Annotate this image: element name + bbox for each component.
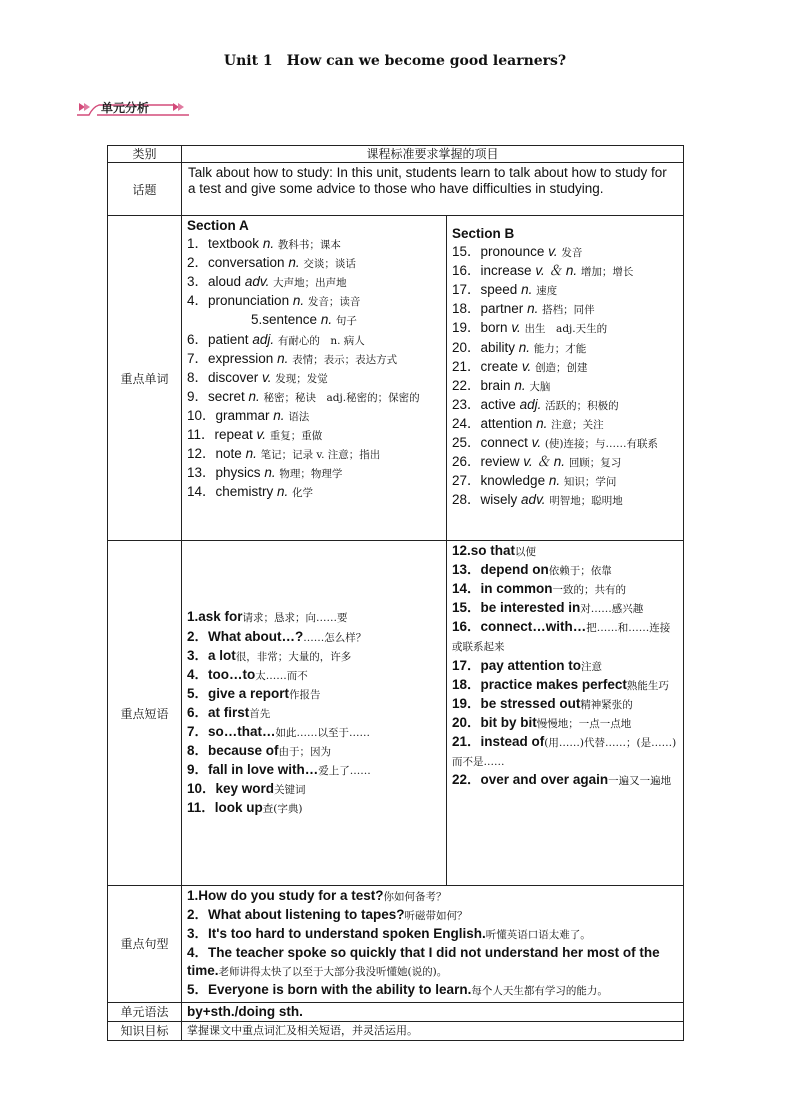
sentence-item [187,906,679,925]
section-b-heading: Section B [452,226,515,241]
word-text: conversation [208,255,289,271]
phrase-item [452,618,679,656]
part-of-speech: adj. [519,396,546,412]
words-row [108,216,684,541]
part-of-speech: n. [245,446,261,462]
item-number: 2． [187,628,209,644]
chinese-translation: 你如何备考？ [383,891,447,903]
chinese-meaning: 速度 [536,285,558,298]
b-word-item [452,243,679,262]
sentence-text: The teacher spoke so quickly that I did not understand her most of the time. [187,945,660,979]
item-number: 17． [452,657,481,673]
chinese-meaning: 注意 [581,660,603,673]
chinese-meaning: (使)连接；与……有联系 [544,438,659,451]
words-label: 重点单词 [108,216,182,541]
item-number: 24． [452,415,481,431]
phrase-text: What about…? [208,628,304,644]
item-number: 13． [452,562,481,578]
word-text: pronounce [480,244,549,260]
phrase-text: over and over again [480,772,609,788]
part-of-speech: n. [292,293,308,309]
phrase-item [452,580,679,599]
grammar-row [108,1002,684,1021]
sentence-text: What about listening to tapes? [208,907,405,923]
chinese-meaning: 明智地；聪明地 [549,495,623,508]
item-number: 12. [452,543,471,558]
a-word-item [187,483,442,502]
chinese-meaning: 增加；增长 [580,266,634,279]
word-text: create [480,358,522,374]
part-of-speech: v. [256,427,270,443]
item-number: 22． [452,772,481,788]
chinese-meaning: 首先 [249,707,271,720]
phrase-item [187,628,442,647]
part-of-speech: v. ＆ n. [535,263,581,279]
item-number: 6． [187,331,209,347]
chinese-translation: 听懂英语口语太难了。 [485,929,591,942]
phrase-item [187,647,442,666]
part-of-speech: n. [277,484,293,500]
chinese-meaning: 回顾；复习 [568,457,622,470]
chinese-meaning: 知识；学问 [563,476,617,489]
chinese-meaning: 发现；发觉 [275,372,328,385]
goal-row [108,1021,684,1040]
phrase-item [187,761,442,780]
chinese-meaning: 出生 adj.天生的 [524,323,608,336]
item-number: 17． [452,282,481,298]
header-category: 类别 [108,146,182,163]
item-number: 13． [187,465,216,481]
phrase-text: be interested in [480,600,581,616]
item-number: 11． [187,427,215,443]
part-of-speech: v. [262,369,276,385]
phrase-text: in common [480,581,553,597]
item-number: 28． [452,492,481,508]
item-number: 15． [452,244,481,260]
goal-text: 掌握课文中重点词汇及相关短语，并灵活运用。 [182,1021,684,1040]
item-number: 23． [452,396,481,412]
phrases-a-list [187,608,442,818]
phrases-right [447,541,684,886]
part-of-speech: v. [521,358,536,374]
words-a-list [187,235,442,502]
item-number: 4． [187,666,209,682]
phrase-item [452,542,679,561]
sentence-text: It's too hard to understand spoken English. [208,926,486,942]
topic-label: 话题 [108,163,182,216]
item-number: 1. [187,888,199,903]
chinese-meaning: 慢慢地；一点一点地 [536,717,632,730]
item-number: 21． [452,733,481,749]
chinese-meaning: 化学 [292,487,314,500]
word-text: review [480,454,524,470]
phrase-item [187,799,442,818]
sentence-text: How do you study for a test? [198,888,384,903]
item-number: 19． [452,320,481,336]
item-number: 5． [187,685,209,701]
part-of-speech: v. [531,435,545,451]
word-text: knowledge [480,473,549,489]
a-word-item [187,311,442,330]
b-word-item [452,415,679,434]
word-text: aloud [208,274,245,290]
sentences-label: 重点句型 [108,886,182,1003]
part-of-speech: n. [288,255,304,271]
b-word-item [452,339,679,358]
item-number: 11． [187,800,215,816]
badge-label: 单元分析 [101,101,150,115]
phrase-text: be stressed out [480,695,581,711]
chinese-meaning: 大声地；出声地 [273,277,347,290]
item-number: 14． [452,581,481,597]
phrase-item [187,723,442,742]
word-text: textbook [208,236,263,252]
word-text: born [480,320,512,336]
phrase-text: key word [215,781,275,797]
item-number: 5． [187,982,209,998]
item-number: 3． [187,926,209,942]
a-word-item [187,235,442,254]
phrase-text: a lot [208,647,236,663]
words-b-list [452,243,679,510]
part-of-speech: n. [548,473,564,489]
chinese-meaning: 大脑 [529,380,551,393]
phrase-item [452,714,679,733]
part-of-speech: v. [548,244,562,260]
item-number: 7． [187,350,209,366]
item-number: 3． [187,274,209,290]
part-of-speech: n. [264,465,280,481]
phrase-item [452,676,679,695]
phrase-text: look up [214,800,263,816]
sentence-item [187,925,679,944]
chinese-meaning: 一致的；共有的 [552,584,627,597]
chinese-meaning: 把……和……连接或联系起来 [452,622,671,654]
chinese-translation: 听磁带如何？ [404,910,468,923]
b-word-item [452,281,679,300]
section-a-heading: Section A [187,218,249,233]
word-text: discover [208,369,263,385]
chinese-meaning: 请求；恳求；向……要 [242,612,348,625]
chinese-meaning: 创造；创建 [535,361,588,374]
goal-label: 知识目标 [108,1021,182,1040]
chinese-meaning: 熟能生巧 [626,679,669,692]
word-text: grammar [215,407,274,423]
b-word-item [452,396,679,415]
item-number: 3． [187,647,209,663]
word-text: speed [480,282,522,298]
word-text: chemistry [215,484,278,500]
chinese-meaning: 教科书；课本 [277,239,341,252]
part-of-speech: n. [536,415,552,431]
part-of-speech: n. [262,236,278,252]
words-section-b [447,216,684,541]
header-items: 课程标准要求掌握的项目 [182,146,684,163]
part-of-speech: n. [277,350,293,366]
chinese-meaning: 搭档；同伴 [542,304,595,317]
part-of-speech: adv. [244,274,274,290]
unit-analysis-table [107,145,684,1041]
item-number: 20． [452,714,481,730]
chinese-meaning: 一遍又一遍地 [608,775,672,788]
part-of-speech: n. [518,339,534,355]
phrase-item [452,771,679,790]
chinese-meaning: 语法 [288,410,310,423]
chinese-meaning: 交谈；谈话 [303,258,356,271]
phrases-label: 重点短语 [108,541,182,886]
words-section-a [182,216,447,541]
b-word-item [452,377,679,396]
word-text: active [480,396,520,412]
item-number: 27． [452,473,481,489]
chinese-meaning: 重复；重做 [269,430,323,443]
a-word-item [187,426,442,445]
phrase-item [452,695,679,714]
b-word-item [452,300,679,319]
part-of-speech: n. [320,312,336,328]
chinese-meaning: 有耐心的 n. 病人 [277,334,365,347]
item-number: 22． [452,377,481,393]
phrases-b-list [452,542,679,790]
a-word-item [187,292,442,311]
topic-text: Talk about how to study: In this unit, students learn to talk about how to study for a test and give some advice to those who have difficulties in studying. [182,163,684,216]
item-number: 4． [187,945,209,961]
b-word-item [452,491,679,510]
word-text: brain [480,377,515,393]
chinese-meaning: 能力；才能 [533,342,587,355]
sentence-item [187,981,679,1000]
sentence-item [187,887,679,906]
chinese-meaning: 句子 [335,315,357,328]
phrase-item [187,608,442,627]
b-word-item [452,319,679,338]
a-word-item [187,331,442,350]
chinese-meaning: 关键词 [274,784,306,797]
phrase-text: at first [208,704,250,720]
item-number: 10． [187,407,216,423]
chinese-meaning: 以便 [515,546,537,558]
phrase-text: instead of [480,733,545,749]
part-of-speech: n. [527,301,543,317]
phrase-item [187,685,442,704]
phrase-text: too…to [208,666,256,682]
a-word-item [187,388,442,407]
chinese-meaning: 注意；关注 [551,418,604,431]
page-title: Unit 1 How can we become good learners? [223,53,567,69]
item-number: 26． [452,454,481,470]
topic-row [108,163,684,216]
item-number: 2． [187,255,209,271]
chinese-meaning: 发音 [561,247,583,260]
section-badge [75,97,191,117]
phrase-text: bit by bit [480,714,537,730]
word-text: secret [208,388,249,404]
part-of-speech: n. [248,388,264,404]
a-word-item [187,273,442,292]
phrase-text: connect…with… [480,619,587,635]
part-of-speech: v. [511,320,525,336]
phrase-item [452,599,679,618]
b-word-item [452,262,679,281]
item-number: 14． [187,484,216,500]
phrase-text: so that [470,543,516,558]
sentences-list [187,887,679,1001]
chinese-meaning: 依赖于；依靠 [548,565,612,578]
word-text: note [215,446,246,462]
chinese-meaning: 物理；物理学 [279,468,343,481]
phrase-item [187,780,442,799]
chinese-meaning: 对……感兴趣 [580,603,644,616]
phrase-text: because of [208,743,279,759]
phrase-text: so…that… [208,724,276,740]
item-number: 9． [187,762,209,778]
phrase-text: practice makes perfect [480,676,627,692]
phrase-item [452,733,679,771]
word-text: increase [480,263,536,279]
a-word-item [187,445,442,464]
part-of-speech: adv. [521,492,550,508]
sentences-row [108,886,684,1003]
a-word-item [187,254,442,273]
header-row [108,146,684,163]
chinese-translation: 老师讲得太快了以至于大部分我没听懂她(说的)。 [218,966,448,979]
a-word-item [187,350,442,369]
phrase-item [187,742,442,761]
chinese-meaning: 很，非常；大量的，许多 [235,650,352,663]
phrase-item [452,561,679,580]
part-of-speech: n. [514,377,530,393]
chinese-meaning: 活跃的；积极的 [545,399,619,412]
phrases-row [108,541,684,886]
chinese-meaning: 精神紧张的 [580,698,633,711]
word-text: patient [208,331,253,347]
chinese-translation: 每个人天生都有学习的能力。 [471,985,608,998]
b-word-item [452,358,679,377]
item-number: 18． [452,301,481,317]
chinese-meaning: (用……)代替……；(是……)而不是…… [452,736,677,769]
phrases-left [182,541,447,886]
item-number: 25． [452,435,481,451]
grammar-text: by+sth./doing sth. [182,1002,684,1021]
phrase-text: pay attention to [480,657,582,673]
word-text: ability [480,339,519,355]
word-text: physics [215,465,265,481]
word-text: expression [208,350,278,366]
item-number: 21． [452,358,481,374]
item-number: 16． [452,619,481,635]
part-of-speech: v. ＆ n. [523,454,569,470]
word-text: partner [480,301,528,317]
part-of-speech: n. [521,282,537,298]
b-word-item [452,434,679,453]
item-number: 2． [187,907,209,923]
b-word-item [452,472,679,491]
a-word-item [187,369,442,388]
chinese-meaning: ……怎么样？ [303,631,367,644]
chinese-meaning: 笔记；记录 v. 注意；指出 [260,449,381,462]
phrase-text: give a report [208,685,290,701]
phrase-text: depend on [480,562,549,578]
item-number: 1． [187,236,209,252]
a-word-item [187,407,442,426]
item-number: 20． [452,339,481,355]
item-number: 5. [251,312,263,328]
chinese-meaning: 太……而不 [255,669,308,682]
b-word-item [452,453,679,472]
item-number: 8． [187,369,209,385]
chinese-meaning: 由于；因为 [278,746,332,759]
grammar-label: 单元语法 [108,1002,182,1021]
sentences-cell [182,886,684,1003]
item-number: 15． [452,600,481,616]
chinese-meaning: 秘密；秘诀 adj.秘密的；保密的 [263,391,420,404]
sentence-text: Everyone is born with the ability to learn. [208,982,472,998]
a-word-item [187,464,442,483]
part-of-speech: n. [273,407,289,423]
item-number: 16． [452,263,481,279]
phrase-item [452,657,679,676]
item-number: 6． [187,704,209,720]
phrase-item [187,704,442,723]
item-number: 7． [187,724,209,740]
item-number: 4． [187,293,209,309]
word-text: attention [480,415,537,431]
item-number: 19． [452,695,481,711]
sentence-item [187,944,679,981]
phrase-text: fall in love with… [208,762,319,778]
chinese-meaning: 作报告 [289,688,321,701]
chinese-meaning: 发音；读音 [307,296,361,309]
word-text: repeat [214,427,257,443]
item-number: 8． [187,743,209,759]
chinese-meaning: 如此……以至于…… [275,727,371,740]
item-number: 18． [452,676,481,692]
phrase-text: ask for [198,609,243,625]
item-number: 10． [187,781,216,797]
word-text: connect [480,435,532,451]
word-text: sentence [262,312,321,328]
item-number: 9． [187,388,209,404]
word-text: wisely [480,492,522,508]
word-text: pronunciation [208,293,293,309]
chinese-meaning: 表情；表示；表达方式 [292,353,398,366]
phrase-item [187,666,442,685]
part-of-speech: adj. [252,331,278,347]
chinese-meaning: 查(字典) [262,803,303,816]
item-number: 12． [187,446,216,462]
item-number: 1. [187,609,199,625]
chinese-meaning: 爱上了…… [318,765,371,778]
